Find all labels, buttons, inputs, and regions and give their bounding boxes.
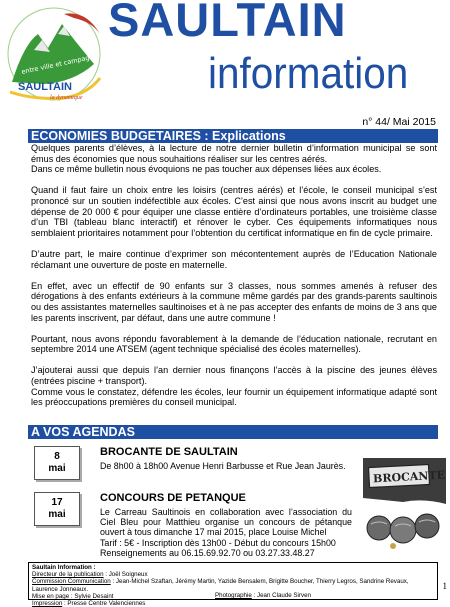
credits-photo: Photographie : Jean Claude Sirven — [215, 592, 311, 599]
svg-text:la dynamique: la dynamique — [50, 95, 83, 101]
event-title: CONCOURS DE PETANQUE — [100, 492, 246, 504]
svg-text:entre ville et campagne: entre ville et campagne — [20, 52, 99, 76]
newsletter-subtitle: information — [208, 49, 409, 98]
credits-title: Saultain Information : — [32, 564, 96, 571]
section-heading-economies: ECONOMIES BUDGETAIRES : Explications — [28, 129, 438, 143]
section-heading-agenda: A VOS AGENDAS — [28, 425, 438, 439]
article-paragraph: Pourtant, nous avons répondu favorablement à la demande de l’éducation nationale, recrutant en septembre 2014 une ATSEM (agent technique spécialisé des écoles maternelles). — [31, 333, 437, 355]
event-date-badge — [34, 492, 80, 526]
article-paragraph: D’autre part, le maire continue d’exprimer son mécontentement auprès de l’Education Nationale réclamant une ouverture de poste en maternelle. — [31, 248, 437, 270]
event-month: mai — [48, 509, 66, 520]
article-paragraph: Quand il faut faire un choix entre les loisirs (centres aérés) et l’école, le conseil municipal s’est prononcé sur un soutien indéfectible aux écoles. C’est ainsi que nous avons inscrit au budget une dépense de 20 000 € pour équiper une classe entière d’ordinateurs portables, une troisième classe d’un TBI (tableau blanc interactif) et rénover le cyber. Ces équipements informatiques nous semblaient prioritaires notamment pour l’obtention du certificat informatique en fin de cycle primaire. — [31, 185, 437, 238]
brocante-petanque-photo — [363, 458, 446, 556]
article-paragraph: Quelques parents d’élèves, à la lecture de notre dernier bulletin d’information municipal se sont émus des économies que nous souhaitions réaliser sur les centres aérés. Dans ce même bulletin nous évoquions ne pas toucher aux dépenses liées aux écoles. — [31, 143, 437, 175]
economies-article — [31, 143, 437, 408]
newsletter-title: SAULTAIN — [108, 0, 347, 46]
event-month: mai — [48, 463, 66, 474]
credits-commission: Commission Communication : Jean-Michel Szaftan, Jérémy Martin, Yazide Bensalem, Brigitte Boucher, Thierry Legros, Sandrine Revaux, Laurence Jonneaux. — [32, 578, 409, 593]
event-date-badge — [34, 446, 80, 480]
event-day: 17 — [51, 497, 63, 508]
photo-sign-text: BROCANTE — [372, 468, 446, 486]
credits-print: Impression : Presse Centre Valenciennes — [32, 600, 146, 607]
event-description: Le Carreau Saultinois en collaboration avec l’association du Ciel Bleu pour Matthieu organise un concours de pétanque ouvert à tous dimanche 17 mai 2015, place Louise Michel Tarif : 5€ - Inscription dès 13h00 - Début du concours 15h00 Renseignements au 06.15.69.92.70 ou 03.27.33.48.27 — [100, 507, 352, 558]
issue-number: n° 44/ Mai 2015 — [362, 116, 436, 128]
page-number: 1 — [442, 581, 447, 591]
event-description: De 8h00 à 18h00 Avenue Henri Barbusse et Rue Jean Jaurès. — [100, 461, 346, 471]
credits-director: Directeur de la publication : Joël Soigneux — [32, 571, 148, 579]
publication-credits — [28, 562, 438, 607]
svg-text:SAULTAIN: SAULTAIN — [18, 81, 72, 93]
article-paragraph: En effet, avec un effectif de 90 enfants sur 3 classes, nous sommes amenés à refuser des dérogations à des enfants extérieurs à la commune même gardés par des grands-parents saultinois ou des assistantes maternelles saultinoises et à ne pas accepter des enfants de moins de 3 ans que les parents inscrivent, par défaut, dans une autre commune ! — [31, 280, 437, 323]
saultain-logo — [4, 4, 104, 104]
credits-layout: Mise en page : Sylvie Desaint — [32, 592, 114, 600]
masthead — [0, 0, 450, 128]
article-paragraph: J’ajouterai aussi que depuis l’an dernier nous finançons l’accès à la piscine des jeunes élèves (entrées piscine + transport). Comme vous le constatez, défendre les écoles, leur fournir un équipement informatique adapté sont les préoccupations premières du conseil municipal. — [31, 365, 437, 408]
event-day: 8 — [54, 451, 60, 462]
event-title: BROCANTE DE SAULTAIN — [100, 446, 238, 458]
